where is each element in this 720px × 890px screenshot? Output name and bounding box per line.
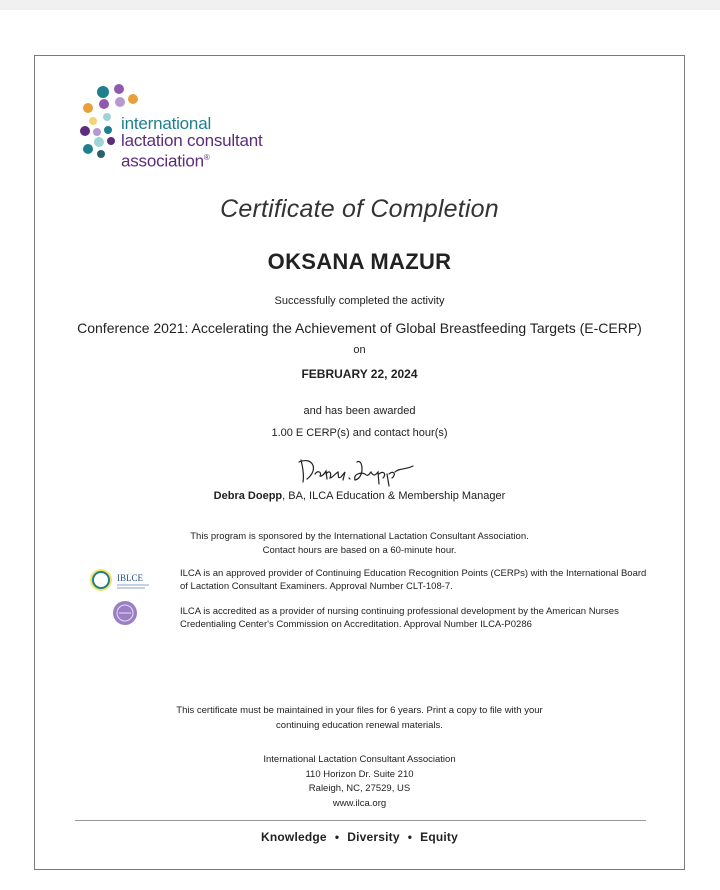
motto-diversity: Diversity: [347, 830, 400, 844]
footer-divider: [75, 820, 646, 821]
retention-line-2: continuing education renewal materials.: [276, 720, 443, 731]
completion-date: FEBRUARY 22, 2024: [301, 367, 418, 381]
retention-line-1: This certificate must be maintained in your files for 6 years. Print a copy to file with your: [176, 705, 543, 716]
signature-image: [295, 452, 425, 488]
logo-line-2: lactation consultant: [121, 131, 263, 150]
website-link[interactable]: www.ilca.org: [332, 797, 387, 809]
iblce-logo: [85, 566, 151, 596]
ilca-logo-text: [121, 115, 263, 170]
iblce-label: IBLCE: [117, 573, 143, 583]
awarded-text: and has been awarded: [303, 405, 416, 417]
iblce-text: ILCA is an approved provider of Continuing Education Recognition Points (CERPs) with the International Board of Lactation Consultant Examiners. Approval Number CLT-108-7.: [180, 568, 647, 592]
address-block: [35, 753, 684, 811]
ilca-logo: [75, 78, 305, 171]
registered-mark: ®: [203, 153, 210, 162]
signer-line: [35, 490, 684, 502]
certificate: [34, 55, 685, 870]
motto: [35, 830, 684, 844]
certificate-title: Certificate of Completion: [220, 195, 499, 223]
motto-equity: Equity: [420, 830, 458, 844]
signer-name: Debra Doepp: [213, 490, 283, 502]
sponsor-note: [35, 530, 684, 558]
motto-separator: •: [334, 830, 340, 844]
activity-title: Conference 2021: Accelerating the Achievement of Global Breastfeeding Targets (E-CERP): [77, 320, 642, 336]
motto-separator: •: [407, 830, 413, 844]
ancc-text: ILCA is accredited as a provider of nursing continuing professional development by the American Nurses Credentialing Center's Commission on Accreditation. Approval Number ILCA-P0286: [180, 606, 619, 630]
address-org: International Lactation Consultant Association: [263, 754, 456, 765]
credits-text: 1.00 E CERP(s) and contact hour(s): [271, 427, 448, 439]
completed-text: Successfully completed the activity: [274, 295, 445, 307]
address-street: 110 Horizon Dr. Suite 210: [305, 768, 414, 780]
ancc-seal-icon: [111, 599, 139, 627]
signer-title: , BA, ILCA Education & Membership Manager: [282, 490, 506, 502]
motto-knowledge: Knowledge: [261, 830, 327, 844]
logo-line-1: international: [121, 114, 212, 133]
recipient-name: OKSANA MAZUR: [267, 249, 452, 274]
retention-note: [35, 703, 684, 733]
logo-line-3: [121, 149, 263, 170]
logo-line-3-text: association: [121, 151, 204, 171]
sponsor-line-1: This program is sponsored by the International Lactation Consultant Association.: [190, 531, 529, 542]
top-bar: [0, 0, 720, 10]
on-text: on: [353, 344, 366, 356]
sponsor-line-2: Contact hours are based on a 60-minute hour.: [262, 545, 457, 556]
address-city: Raleigh, NC, 27529, US: [308, 783, 411, 794]
